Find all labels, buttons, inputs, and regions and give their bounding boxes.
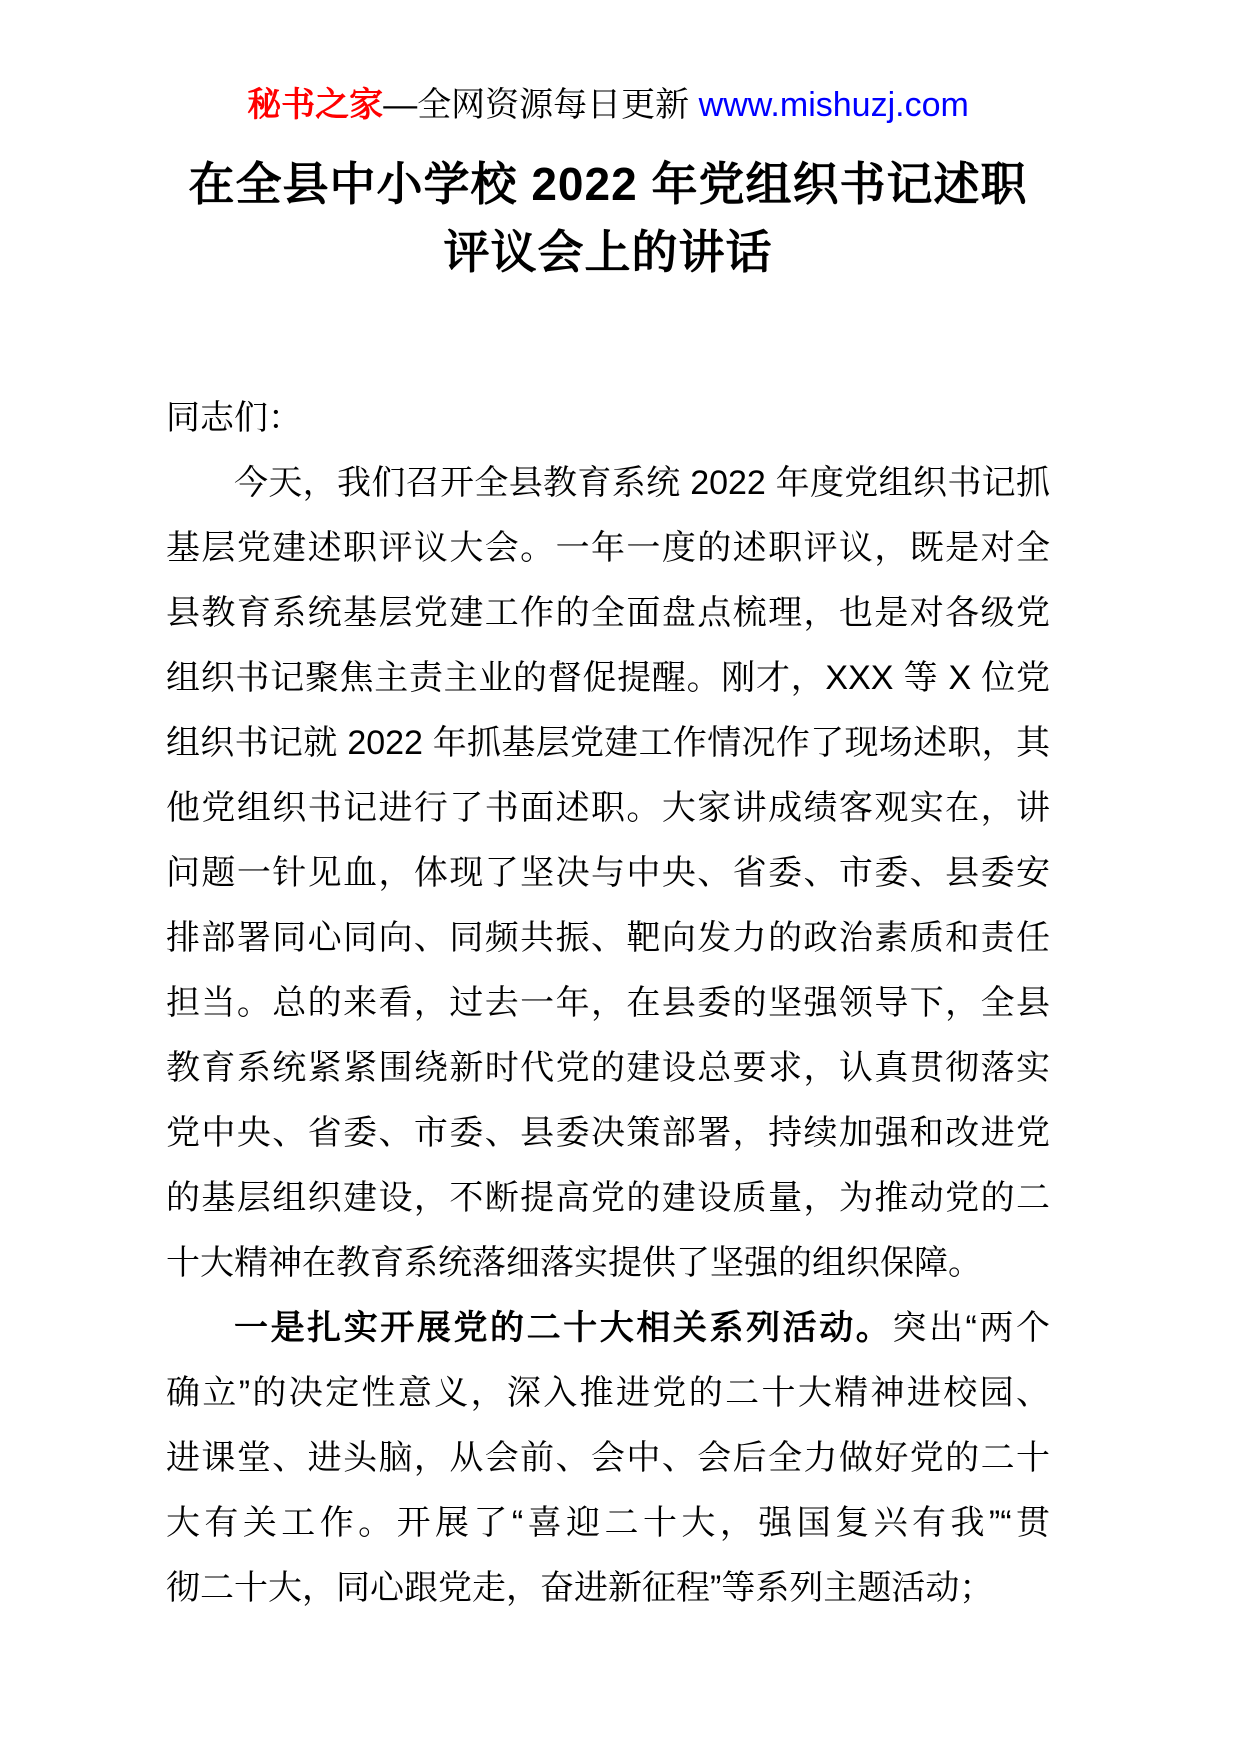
text-line: 排部署同心同向、同频共振、靶向发力的政治素质和责任 xyxy=(166,919,1050,957)
paragraph-1 xyxy=(166,451,1050,1296)
text-line: 问题一针见血，体现了坚决与中央、省委、市委、县委安 xyxy=(166,854,1050,892)
text-line: 县教育系统基层党建工作的全面盘点梳理，也是对各级党 xyxy=(166,594,1050,632)
site-url-link[interactable]: www.mishuzj.com xyxy=(698,86,969,124)
text-line: 组织书记就 2022 年抓基层党建工作情况作了现场述职，其 xyxy=(166,724,1050,762)
title-line-1: 在全县中小学校 2022 年党组织书记述职 xyxy=(188,158,1028,210)
text-line: 进课堂、进头脑，从会前、会中、会后全力做好党的二十 xyxy=(166,1439,1050,1477)
text-line: 确立”的决定性意义，深入推进党的二十大精神进校园、 xyxy=(166,1374,1050,1412)
text-line: 一是扎实开展党的二十大相关系列活动。突出“两个 xyxy=(234,1309,1050,1347)
text-line: 基层党建述职评议大会。一年一度的述职评议，既是对全 xyxy=(166,529,1050,567)
document-title xyxy=(166,150,1050,286)
salutation: 同志们： xyxy=(166,399,302,437)
site-tagline: —全网资源每日更新 xyxy=(383,86,699,124)
document-body xyxy=(166,386,1050,1621)
site-brand: 秘书之家 xyxy=(247,86,384,124)
text-line: 担当。总的来看，过去一年，在县委的坚强领导下，全县 xyxy=(166,984,1050,1022)
text-line: 今天，我们召开全县教育系统 2022 年度党组织书记抓 xyxy=(234,464,1050,502)
paragraph-2 xyxy=(166,1296,1050,1621)
text-line: 大有关工作。开展了“喜迎二十大，强国复兴有我”“贯 xyxy=(166,1504,1050,1542)
text-line: 党中央、省委、市委、县委决策部署，持续加强和改进党 xyxy=(166,1114,1050,1152)
text-line: 他党组织书记进行了书面述职。大家讲成绩客观实在，讲 xyxy=(166,789,1050,827)
text-line: 组织书记聚焦主责主业的督促提醒。刚才，XXX 等 X 位党 xyxy=(166,659,1050,697)
text-line: 十大精神在教育系统落细落实提供了坚强的组织保障。 xyxy=(166,1244,982,1282)
text-line: 彻二十大，同心跟党走，奋进新征程”等系列主题活动； xyxy=(166,1569,994,1607)
text-line: 教育系统紧紧围绕新时代党的建设总要求，认真贯彻落实 xyxy=(166,1049,1050,1087)
site-header xyxy=(166,84,1050,126)
text-line: 的基层组织建设，不断提高党的建设质量，为推动党的二 xyxy=(166,1179,1050,1217)
title-line-2: 评议会上的讲话 xyxy=(443,226,773,278)
